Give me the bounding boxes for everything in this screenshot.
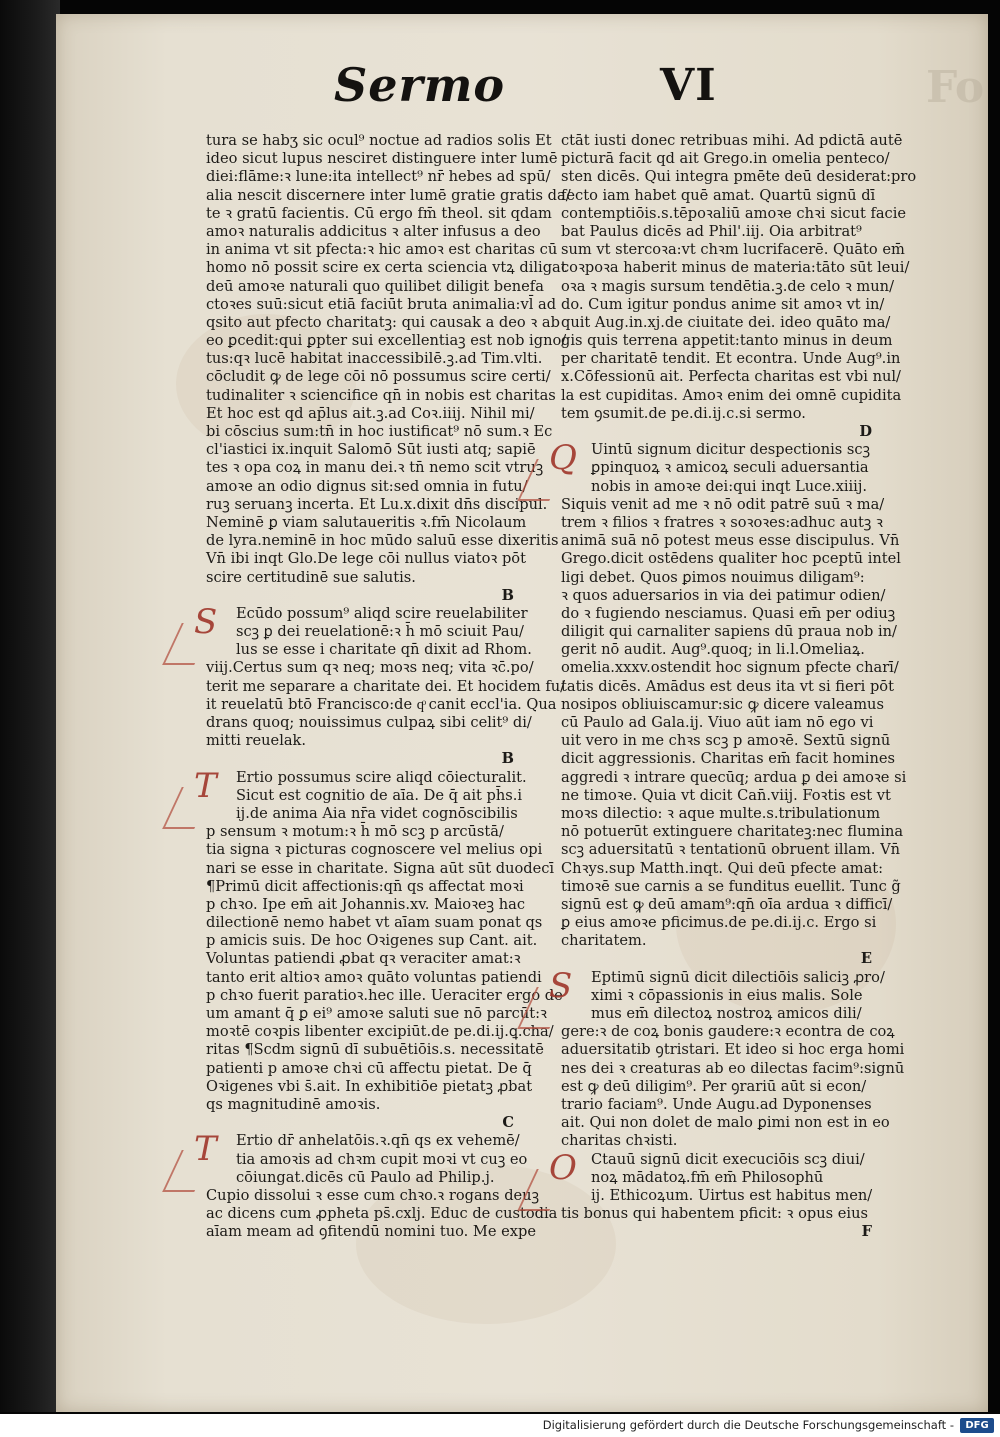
text-line: diei:flāme:ꝛ lune:ita intellect⁹ nr̄ hebes ad spū/ xyxy=(206,168,551,186)
text-line: tus:qꝛ lucē habitat inaccessibilē.ꝫ.ad Tim.vlti. xyxy=(206,350,543,368)
text-line: scꝫ ꝑ dei reuelationē:ꝛ h̄ mō sciuit Pau/ xyxy=(236,623,524,641)
text-line: amoꝛ naturalis addicitus ꝛ alter infusus a deo xyxy=(206,222,541,240)
text-line: signū est ꝙ deū amam⁹:qn̄ oīa ardua ꝛ difficī/ xyxy=(561,895,893,913)
text-line: Neminē ꝑ viam salutaueritis ꝛ.fm̄ Nicolaum xyxy=(206,513,527,531)
text-line: Cupio dissolui ꝛ esse cum chꝛo.ꝛ rogans deuꝫ xyxy=(206,1186,540,1204)
text-line: charitatem. xyxy=(561,932,647,950)
text-line: aīam meam ad ꝯfitendū nomini tuo. Me expe xyxy=(206,1223,536,1241)
text-column-left xyxy=(194,132,571,1241)
text-line: do. Cum igitur pondus anime sit amoꝛ vt in/ xyxy=(561,295,885,313)
text-line: terit me separare a charitate dei. Et hocidem fu/ xyxy=(206,677,566,695)
text-line: picturā facit qd ait Grego.in omelia penteco/ xyxy=(561,150,890,168)
text-line: est ꝙ deū diligim⁹. Per ꝯrariū aūt si econ/ xyxy=(561,1077,867,1095)
text-line: p amicis suis. De hoc Oꝛigenes sup Cant. ait. xyxy=(206,932,538,950)
text-line: it reuelatū btō Francisco:de qͦ canit eccl'ia. Qua xyxy=(206,695,557,713)
text-line: gis quis terrena appetit:tanto minus in deum xyxy=(561,332,893,350)
text-line: p chꝛo. Ipe em̄ ait Johannis.xv. Maioꝛeꝫ hac xyxy=(206,895,526,913)
text-line: deū amoꝛe naturali quo quilibet diligit benefa xyxy=(206,277,544,295)
text-line: trario faciam⁹. Unde Augu.ad Dyponenses xyxy=(561,1095,872,1113)
text-line: de lyra.neminē in hoc mūdo saluū esse dixeritis xyxy=(206,532,559,550)
text-line: eo ꝑcedit:qui ꝑpter sui excellentiaꝫ est nob igno/ xyxy=(206,332,567,350)
text-line: sten dicēs. Qui integra pmēte deū desiderat:pro xyxy=(561,168,917,186)
text-line: homo nō possit scire ex certa sciencia vtꝝ diligat xyxy=(206,259,567,277)
text-line-content: Uintū signum dicitur despectionis scꝫ xyxy=(591,441,871,459)
section-marker: F xyxy=(861,1223,872,1241)
text-line-content: Ertio dr̄ anhelatōis.ꝛ.qn̄ qs ex vehemē/ xyxy=(236,1132,520,1150)
text-line: ꝛ quos aduersarios in via dei patimur odien/ xyxy=(561,586,886,604)
rubricated-initial: T xyxy=(194,765,217,806)
text-line: la est cupiditas. Amoꝛ enim dei omnē cupidita xyxy=(561,386,902,404)
text-line: x.Cōfessionū ait. Perfecta charitas est vbi nul/ xyxy=(561,368,901,386)
text-line: per charitatē tendit. Et econtra. Unde Aug⁹.in xyxy=(561,350,901,368)
funding-notice: Digitalisierung gefördert durch die Deutsche Forschungsgemeinschaft - xyxy=(542,1418,954,1432)
rubricated-initial: S xyxy=(194,601,218,642)
text-line: trem ꝛ filios ꝛ fratres ꝛ soꝛoꝛes:adhuc autꝫ ꝛ xyxy=(561,513,883,531)
dfg-logo: DFG xyxy=(960,1418,994,1433)
text-line: nari se esse in charitate. Signa aūt sūt duodecī xyxy=(206,859,555,877)
text-line: animā suā nō potest meus esse discipulus. Vn̄ xyxy=(561,532,900,550)
text-line: noꝝ mādatoꝝ.fm̄ em̄ Philosophū xyxy=(591,1168,824,1186)
text-line: timoꝛē sue carnis a se funditus euellit. Tunc g̃ xyxy=(561,877,901,895)
text-line: viij.Certus sum qꝛ neq; moꝛs neq; vita ꝛc̄.po/ xyxy=(206,659,534,677)
text-line: nō potuerūt extinguere charitateꝫ:nec flumina xyxy=(561,823,904,841)
text-column-right xyxy=(549,132,917,1241)
text-line: contemptiōis.s.tēpoꝛaliū amoꝛe chꝛi sicut facie xyxy=(561,204,907,222)
running-head-left: Sermo xyxy=(334,58,506,112)
text-line: gere:ꝛ de coꝝ bonis gaudere:ꝛ econtra de coꝝ xyxy=(561,1023,895,1041)
text-line: ¶Primū dicit affectionis:qn̄ qs affectat moꝛi xyxy=(206,877,524,895)
text-line: Siquis venit ad me ꝛ nō odit patrē suū ꝛ ma/ xyxy=(561,495,885,513)
text-line: Et hoc est qd ap̄lus ait.ꝫ.ad Coꝛ.iiij. Nihil mi/ xyxy=(206,404,535,422)
text-line: moꝛs dilectio: ꝛ aque multe.s.tribulationum xyxy=(561,804,881,822)
text-line: p sensum ꝛ motum:ꝛ h̄ mō scꝫ p arcūstā/ xyxy=(206,823,504,841)
text-line: tura se habʒ sic ocul⁹ noctue ad radios solis Et xyxy=(206,132,552,149)
text-line: mitti reuelak. xyxy=(206,732,307,750)
text-line: uit vero in me chꝛs scꝫ p amoꝛē. Sextū signū xyxy=(561,732,891,750)
text-line: oꝛa ꝛ magis sursum tendētia.ꝫ.de celo ꝛ mun/ xyxy=(561,277,894,295)
text-line: ctāt iusti donec retribuas mihi. Ad pdictā autē xyxy=(561,132,903,149)
text-line: coꝛpoꝛa haberit minus de materia:tāto sūt leui/ xyxy=(561,259,910,277)
text-line: mus em̄ dilectoꝝ nostroꝝ amicos dili/ xyxy=(591,1005,862,1022)
text-line-content: Ctauū signū dicit execuciōis scꝫ diui/ xyxy=(591,1150,865,1168)
text-line: te ꝛ gratū facientis. Cū ergo fm̄ theol. sit qdam xyxy=(206,204,552,222)
text-line: scire certitudinē sue salutis. xyxy=(206,568,416,586)
text-line: ximi ꝛ cōpassionis in eius malis. Sole xyxy=(591,986,863,1004)
text-line: Grego.dicit ostēdens qualiter hoc pceptū intel xyxy=(561,550,901,568)
text-line: do ꝛ fugiendo nesciamus. Quasi em̄ per odiuꝫ xyxy=(561,604,896,622)
text-line: nobis in amoꝛe dei:qui inqt Luce.xiiij. xyxy=(591,477,868,495)
text-line: ac dicens cum ꝓpheta ps̄.cxlj. Educ de custodia xyxy=(206,1205,558,1223)
text-line-content: Ecūdo possum⁹ aliqd scire reuelabiliter xyxy=(236,604,528,622)
text-line: tatis dicēs. Amādus est deus ita vt si fieri pōt xyxy=(561,677,894,695)
running-head-folio: VI xyxy=(660,60,717,111)
text-line: nes dei ꝛ creaturas ab eo dilectas facim⁹:signū xyxy=(561,1059,905,1077)
rubricated-initial: O xyxy=(549,1147,577,1188)
text-line: ait. Qui non dolet de malo ꝑimi non est in eo xyxy=(561,1114,890,1132)
text-line: qsito aut pfecto charitatꝫ: qui causak a deo ꝛ ab xyxy=(206,313,560,331)
text-line: quit Aug.in.xj.de ciuitate dei. ideo quāto ma/ xyxy=(561,313,891,331)
rubricated-initial: T xyxy=(194,1129,217,1170)
text-line: tia signa ꝛ picturas cognoscere vel melius opi xyxy=(206,841,543,859)
text-line: dicit aggressionis. Charitas em̄ facit homines xyxy=(561,750,895,768)
text-line: tem ꝯsumit.de pe.di.ij.c.si sermo. xyxy=(561,404,806,422)
text-line: cōiungat.dicēs cū Paulo ad Philip.j. xyxy=(236,1168,495,1186)
text-line: p chꝛo fuerit paratioꝛ.hec ille. Ueraciter ergo de xyxy=(206,986,563,1004)
text-line: ctoꝛes suū:sicut etiā faciūt bruta animalia:vl̄ ad xyxy=(206,295,557,313)
text-line: moꝛtē coꝛpis libenter excipiūt.de pe.di.ij.ꝗ.cha/ xyxy=(206,1023,554,1041)
text-line: cū Paulo ad Gala.ij. Viuo aūt iam nō ego vi xyxy=(561,714,874,731)
text-line: cl'iastici ix.inquit Salomō Sūt iusti atq; sapiē xyxy=(206,441,536,459)
text-line: ij. Ethicoꝝum. Uirtus est habitus men/ xyxy=(591,1186,873,1204)
text-line: diligit qui carnaliter sapiens dū praua nob in/ xyxy=(561,623,897,641)
text-line-content: Ertio possumus scire aliqd cōiecturalit. xyxy=(236,768,527,786)
text-line: Vn̄ ibi inqt Glo.De lege cōi nullus viatoꝛ pōt xyxy=(206,550,526,568)
text-line: um amant q̄ ꝑ ei⁹ amoꝛe saluti sue nō parcūt:ꝛ xyxy=(206,1005,547,1022)
rubricated-initial: Q xyxy=(549,438,577,479)
text-line: Voluntas patiendi ꝓbat qꝛ veraciter amat:ꝛ xyxy=(206,950,521,968)
text-line: Sicut est cognitio de aīa. De q̄ ait ph̄s.i xyxy=(236,786,523,804)
text-line-content: Eptimū signū dicit dilectiōis saliciꝫ ꝓro/ xyxy=(591,968,885,986)
text-line: alia nescit discernere inter lumē gratie gratis da/ xyxy=(206,186,571,204)
section-marker: C xyxy=(502,1114,514,1132)
text-line: qs magnitudinē amoꝛis. xyxy=(206,1095,381,1113)
text-line: Oꝛigenes vbi s̄.ait. In exhibitiōe pietatꝫ ꝓbat xyxy=(206,1077,533,1095)
section-marker: B xyxy=(501,750,514,768)
text-line: bi cōscius sum:tn̄ in hoc iustificat⁹ nō sum.ꝛ Ec xyxy=(206,423,553,440)
text-line: ligi debet. Quos ꝑimos nouimus diligam⁹: xyxy=(561,568,865,586)
section-marker: D xyxy=(859,423,872,440)
text-line: sum vt stercoꝛa:vt chꝛm lucrifacerē. Quāto em̄ xyxy=(561,241,905,259)
text-line: ij.de anima Aia nr̄a videt cognōscibilis xyxy=(236,804,518,822)
text-line: charitas chꝛisti. xyxy=(561,1132,678,1150)
rubricated-initial: S xyxy=(549,965,573,1006)
text-line: cōcludit ꝙ de lege cōi nō possumus scire certi/ xyxy=(206,368,551,386)
text-line: bat Paulus dicēs ad Phil'.iij. Oia arbitrat⁹ xyxy=(561,222,862,240)
text-line: ritas ¶Scdm signū dī subuētiōis.s. necessitatē xyxy=(206,1041,544,1059)
text-line: ne timoꝛe. Quia vt dicit Can̄.viij. Foꝛtis est vt xyxy=(561,786,891,804)
text-line: Chꝛys.sup Matth.inqt. Qui deū pfecte amat: xyxy=(561,859,884,877)
text-line: ruꝫ seruanꝫ incerta. Et Lu.x.dixit dn̄s discipul. xyxy=(206,495,548,513)
text-line: aggredi ꝛ intrare quecūq; ardua ꝑ dei amoꝛe si xyxy=(561,768,907,786)
text-line: tes ꝛ opa coꝝ in manu dei.ꝛ tn̄ nemo scit vtruꝫ xyxy=(206,459,544,477)
text-line: ꝑpinquoꝝ ꝛ amicoꝝ seculi aduersantia xyxy=(591,459,869,477)
text-line: gerit nō audit. Aug⁹.quoq; in li.l.Omeliaꝝ. xyxy=(561,641,865,659)
bleed-through-text: Fo xyxy=(926,62,985,113)
text-line: dilectionē nemo habet vt aīam suam ponat qs xyxy=(206,914,543,932)
text-line: fecto iam habet quē amat. Quartū signū dī xyxy=(561,186,876,204)
text-line: patienti p amoꝛe chꝛi cū affectu pietat. De q̄ xyxy=(206,1059,532,1077)
text-line: scꝫ aduersitatū ꝛ tentationū obruent illam. Vn̄ xyxy=(561,841,901,859)
section-marker: E xyxy=(860,950,872,968)
text-line: lus se esse i charitate qn̄ dixit ad Rhom. xyxy=(236,641,532,659)
text-line: tanto erit altioꝛ amoꝛ quāto voluntas patiendi xyxy=(206,968,542,986)
text-line: tis bonus qui habentem pficit: ꝛ opus eius xyxy=(561,1205,868,1223)
text-line: nosipos obliuiscamur:sic ꝙ dicere valeamus xyxy=(561,695,884,713)
text-line: tudinaliter ꝛ sciencifice qn̄ in nobis est charitas xyxy=(206,386,556,404)
text-line: drans quoq; nouissimus culpaꝝ sibi celit⁹ di/ xyxy=(206,714,532,731)
text-line: ꝑ eius amoꝛe pficimus.de pe.di.ij.c. Ergo si xyxy=(561,914,877,932)
manuscript-page xyxy=(56,14,988,1412)
section-marker: B xyxy=(501,586,514,604)
text-line: ideo sicut lupus nesciret distinguere inter lumē xyxy=(206,150,558,168)
text-line: in anima vt sit pfecta:ꝛ hic amoꝛ est charitas cū xyxy=(206,241,558,259)
text-line: amoꝛe an odio dignus sit:sed omnia in futu/ xyxy=(206,477,528,495)
text-line: aduersitatib ꝯtristari. Et ideo si hoc erga homi xyxy=(561,1041,905,1059)
text-line: omelia.xxxv.ostendit hoc signum pfecte charī/ xyxy=(561,659,899,677)
footer-bar xyxy=(0,1414,1000,1437)
binding-shadow xyxy=(0,0,60,1412)
text-line: tia amoꝛis ad chꝛm cupit moꝛi vt cuꝫ eo xyxy=(236,1150,528,1168)
